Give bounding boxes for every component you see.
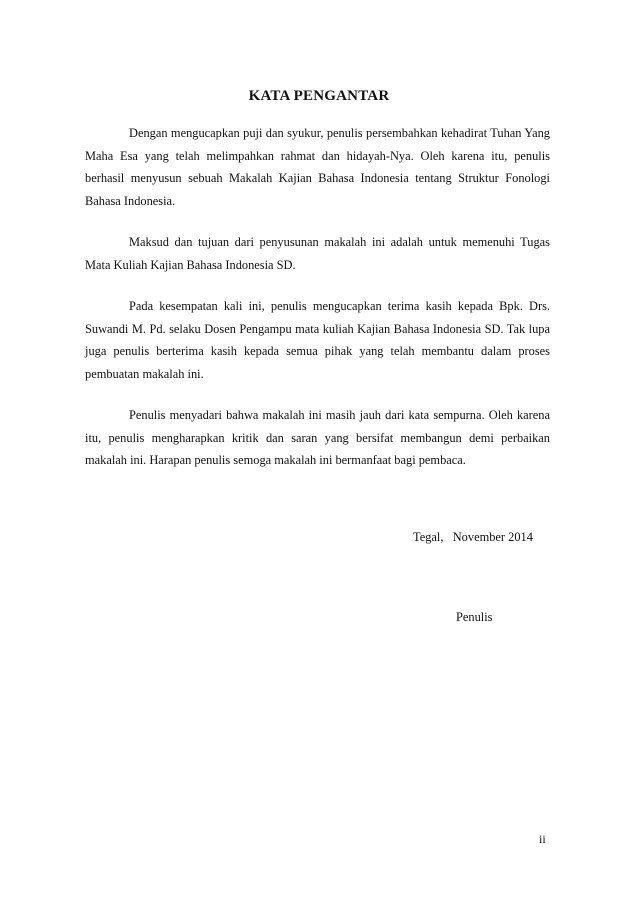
paragraph-purpose: Maksud dan tujuan dari penyusunan makalah ini adalah untuk memenuhi Tugas Mata Kuliah Kajian Bahasa Indonesia SD. — [85, 235, 550, 272]
page-title: KATA PENGANTAR — [248, 88, 390, 104]
signature: Penulis — [456, 610, 493, 624]
paragraph-gratitude: Dengan mengucapkan puji dan syukur, penulis persembahkan kehadirat Tuhan Yang Maha Esa yang telah melimpahkan rahmat dan hidayah-Nya. Oleh karena itu, penulis berhasil menyusun sebuah Makalah Kajian Bahasa Indonesia tentang Struktur Fonologi Bahasa Indonesia. — [85, 126, 550, 208]
paragraph-closing: Penulis menyadari bahwa makalah ini masih jauh dari kata sempurna. Oleh karena itu, penulis mengharapkan kritik dan saran yang bersifat membangun demi perbaikan makalah ini. Harapan penulis semoga makalah ini bermanfaat bagi pembaca. — [85, 408, 550, 467]
paragraph-thanks: Pada kesempatan kali ini, penulis mengucapkan terima kasih kepada Bpk. Drs. Suwandi M. Pd. selaku Dosen Pengampu mata kuliah Kajian Bahasa Indonesia SD. Tak lupa juga penulis berterima kasih kepada semua pihak yang telah membantu dalam proses pembuatan makalah ini. — [85, 299, 550, 381]
place-date: Tegal, November 2014 — [413, 530, 533, 544]
page-number: ii — [539, 832, 546, 846]
body-text — [85, 122, 550, 491]
